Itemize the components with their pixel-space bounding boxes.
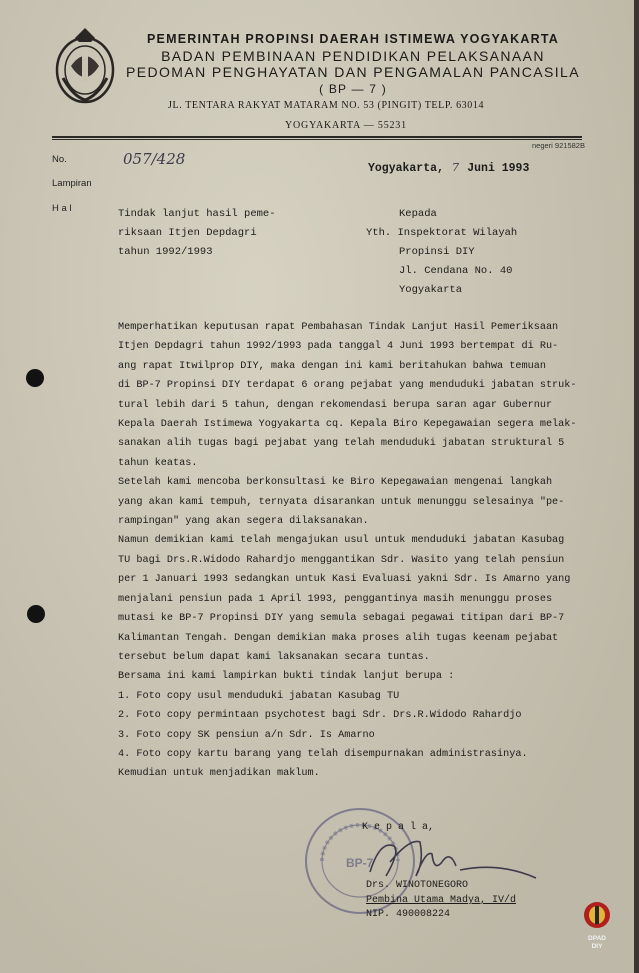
body-line: 2. Foto copy permintaan psychotest bagi Sdr. Drs.R.Widodo Rahardjo [118, 710, 522, 722]
recipient-line: Propinsi DIY [399, 246, 475, 258]
recipient-block [366, 205, 517, 300]
body-line: mutasi ke BP-7 Propinsi DIY yang semula sebagai pegawai titipan dari BP-7 [118, 613, 565, 625]
letter-number: 057/428 [123, 150, 186, 168]
body-line: 1. Foto copy usul menduduki jabatan Kasubag TU [118, 690, 400, 702]
subject-line: Tindak lanjut hasil peme- [118, 208, 276, 220]
body-line: Itjen Depdagri tahun 1992/1993 pada tanggal 4 Juni 1993 bertempat di Ru- [118, 341, 559, 353]
recipient-line: Kepada [399, 208, 437, 220]
body-line: Namun demikian kami telah mengajukan usul untuk menduduki jabatan Kasubag [118, 535, 565, 547]
recipient-line: Yth. Inspektorat Wilayah [366, 227, 518, 239]
punch-hole [27, 605, 45, 623]
body-line: Kemudian untuk menjadikan maklum. [118, 768, 320, 780]
body-line: 3. Foto copy SK pensiun a/n Sdr. Is Amarno [118, 729, 375, 741]
label-hal: H a l [52, 203, 72, 214]
seal-text: BP-7 [346, 856, 374, 870]
label-no: No. [52, 154, 67, 165]
body-line: Setelah kami mencoba berkonsultasi ke Biro Kepegawaian mengenai langkah [118, 477, 553, 489]
archive-logo-line2: DIY [591, 943, 603, 950]
letterhead-line1: PEMERINTAH PROPINSI DAERAH ISTIMEWA YOGYAKARTA [147, 32, 559, 46]
handwritten-signature [360, 832, 540, 884]
archive-logo [580, 900, 614, 952]
signature-title: K e p a l a, [362, 822, 435, 833]
letter-body [118, 318, 594, 784]
page-edge [634, 0, 639, 973]
signer-nip: NIP. 490008224 [366, 909, 451, 920]
header-rule [52, 136, 582, 138]
letterhead-city: YOGYAKARTA — 55231 [285, 120, 407, 131]
body-line: tural lebih dari 5 tahun, dengan rekomendasi berupa saran agar Gubernur [118, 399, 553, 411]
label-lampiran: Lampiran [52, 178, 92, 189]
body-line: yang akan kami tempuh, ternyata disarankan untuk menunggu selesainya "pe- [118, 496, 565, 508]
body-line: sanakan alih tugas bagi pejabat yang telah menduduki jabatan struktural 5 [118, 438, 565, 450]
archive-emblem-icon [580, 900, 614, 930]
body-line: menjalani pensiun pada 1 April 1993, penggantinya masih menunggu proses [118, 593, 553, 605]
body-line: tahun keatas. [118, 457, 198, 469]
date-place: Yogyakarta, [368, 162, 444, 175]
subject-block [118, 205, 276, 262]
subject-line: riksaan Itjen Depdagri [118, 227, 257, 239]
signer-rank: Pembina Utama Madya, IV/d [366, 895, 517, 906]
yogyakarta-crest-icon [53, 26, 117, 106]
stamp-number: negeri 921582B [532, 141, 585, 150]
body-line: per 1 Januari 1993 sedangkan untuk Kasi Evaluasi yakni Sdr. Is Amarno yang [118, 574, 571, 586]
body-line: Bersama ini kami lampirkan bukti tindak lanjut berupa : [118, 671, 455, 683]
recipient-line: Jl. Cendana No. 40 [399, 265, 513, 277]
body-line: tersebut belum dapat kami laksanakan secara tuntas. [118, 651, 430, 663]
letterhead-line3: PEDOMAN PENGHAYATAN DAN PENGAMALAN PANCASILA [126, 64, 580, 80]
body-line: ang rapat Itwilprop DIY, maka dengan ini kami beritahukan bahwa temuan [118, 360, 546, 372]
date-day: 7 [451, 160, 460, 174]
body-line: TU bagi Drs.R.Widodo Rahardjo menggantikan Sdr. Wasito yang telah pensiun [118, 554, 565, 566]
subject-line: tahun 1992/1993 [118, 246, 213, 258]
header-rule-thin [52, 139, 582, 140]
letter-date [368, 160, 529, 175]
recipient-line: Yogyakarta [399, 284, 463, 296]
letterhead-address: JL. TENTARA RAKYAT MATARAM NO. 53 (PINGIT) TELP. 63014 [168, 100, 485, 111]
letterhead-line4: ( BP — 7 ) [319, 82, 387, 96]
body-line: rampingan" yang akan segera dilaksanakan. [118, 516, 369, 528]
body-line: di BP-7 Propinsi DIY terdapat 6 orang pejabat yang menduduki jabatan struk- [118, 380, 577, 392]
letterhead-line2: BADAN PEMBINAAN PENDIDIKAN PELAKSANAAN [161, 48, 545, 64]
body-line: Kepala Daerah Istimewa Yogyakarta cq. Kepala Biro Kepegawaian segera melak- [118, 419, 577, 431]
body-line: 4. Foto copy kartu barang yang telah disempurnakan administrasinya. [118, 748, 528, 760]
signer-name: Drs. WINOTONEGORO [366, 880, 469, 891]
date-month-year: Juni 1993 [467, 162, 530, 175]
body-line: Kalimantan Tengah. Dengan demikian maka proses alih tugas keenam pejabat [118, 632, 559, 644]
archive-logo-line1: DPAD [588, 935, 606, 942]
punch-hole [26, 369, 44, 387]
body-line: Memperhatikan keputusan rapat Pembahasan Tindak Lanjut Hasil Pemeriksaan [118, 322, 559, 333]
